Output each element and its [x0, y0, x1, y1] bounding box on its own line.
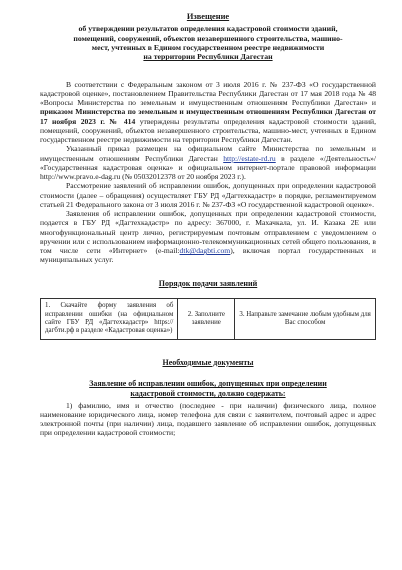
procedure-title: Порядок подачи заявлений [158, 278, 258, 288]
paragraph-submission [40, 209, 376, 265]
documents-title: Необходимые документы [162, 357, 254, 367]
step-fill: 2. Заполните заявление [178, 299, 235, 339]
ministry-site-link[interactable]: http://estate-rd.ru [223, 153, 276, 163]
heading-line: мест, учтенных в Едином государственном реестре недвижимости [91, 42, 325, 52]
table-row [41, 299, 376, 339]
email-link[interactable]: dtk@dagbti.com [179, 246, 231, 256]
notice-title: Извещение [186, 12, 230, 21]
application-title-line: Заявление об исправлении ошибок, допущенных при определении [89, 379, 327, 389]
paragraph-publication [40, 144, 376, 181]
procedure-table [40, 298, 376, 339]
heading-line: помещений, сооружений, объектов незавершенного строительства, машино- [73, 33, 343, 43]
paragraph-law [40, 80, 376, 145]
paragraph-text: Заявления об исправлении ошибок, допущенных при определении кадастровой стоимости, подается в ГБУ РД «Дагтехкадастр» по адресу: 367000, г. Махачкала, ул. И. Казака 2Е или многофункциональный центр лично, регистрируемым почтовым отправлением с уведомлением о вручении или с использованием информационно-телекоммуникационных сетей общего пользования, в том числе сети «Интернет» (e-mail: [40, 209, 376, 256]
order-reference: приказом Министерства по земельным и имущественным отношениям Республики Дагестан от 17 ноября 2023 г. № 414 [40, 107, 376, 126]
step-download: 1. Скачайте форму заявления об исправлении ошибки (на официальном сайте ГБУ РД «Дагтехкадастр» https://дагбти.рф в разделе «Кадастровая оценка») [41, 299, 178, 339]
requirement-item-1: 1) фамилию, имя и отчество (последнее - при наличии) физического лица, полное наименование юридического лица, номер телефона для связи с заявителем, почтовый адрес и адрес электронной почты (при наличии) лица, подавшего заявление об исправлении ошибок, допущенных при определении кадастровой стоимости; [40, 400, 376, 438]
paragraph-text: В соответствии с Федеральным законом от 3 июля 2016 г. № 237-ФЗ «О государственной кадастровой оценке», постановлением Правительства Республики Дагестан от 17 мая 2018 года № 48 «Вопросы Министерства по земельным и имущественным отношениям Республики Дагестан» и [40, 79, 376, 108]
application-title-line: кадастровой стоимости, должно содержать: [130, 388, 286, 398]
heading-line: на территории Республики Дагестан [143, 52, 273, 62]
paragraph-text: в разделе «/Деятельность»/ «Государственная кадастровая оценка» и официальном интернет-портале правовой информации http://www.pravo.e-dag.ru (№ 05032012378 от 20 ноября 2023 г.). [40, 153, 376, 182]
paragraph-review: Рассмотрение заявлений об исправлении ошибок, допущенных при определении кадастровой стоимости (далее – обращения) осуществляет ГБУ РД «Дагтехкадастр» в порядке, регламентируемом статьей 21 Федерального закона от 3 июля 2016 г. № 237-ФЗ «О государственной кадастровой оценке». [40, 181, 376, 209]
paragraph-text: Указанный приказ размещен на официальном сайте Министерства по земельным и имущественным отношениям Республики Дагестан [40, 144, 376, 163]
application-title [40, 379, 376, 398]
heading-line: об утверждении результатов определения кадастровой стоимости зданий, [78, 24, 338, 34]
notice-heading [40, 24, 376, 61]
paragraph-text: ), включая портал государственных и муниципальных услуг. [40, 246, 376, 265]
step-send: 3. Направьте замечание любым удобным для Вас способом [235, 299, 376, 339]
paragraph-text: утверждены результаты определения кадастровой стоимости зданий, помещений, сооружений, объектов незавершенного строительства, машино-мест, учтенных в Едином государственном реестре недвижимости на территории Республики Дагестан. [40, 116, 376, 145]
